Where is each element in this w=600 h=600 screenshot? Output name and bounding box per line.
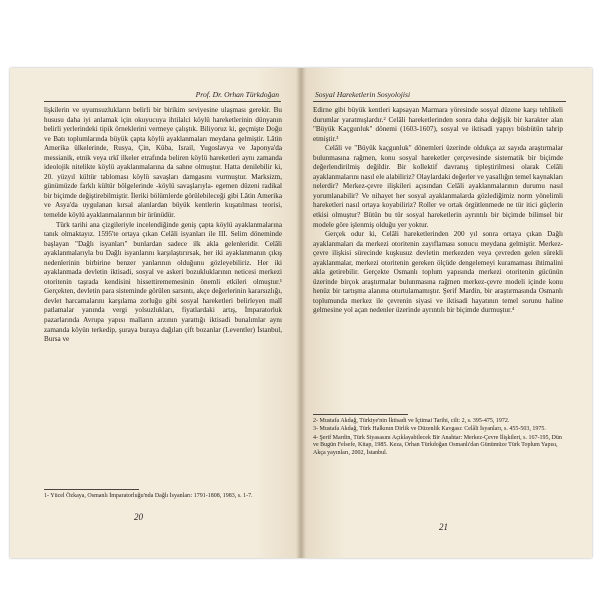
footnote-rule	[44, 489, 139, 490]
page-number-left: 20	[134, 512, 143, 522]
footnote: 2- Mustafa Akdağ, Türkiye'nin İktisadi ve İçtimai Tarihi, cilt: 2, s. 395-475, 1972.	[313, 418, 510, 424]
page-number-right: 21	[439, 522, 448, 532]
footnote: 3- Mustafa Akdağ, Türk Halkının Dirlik ve Düzenlik Kavgası: Celâli İsyanları, s. 455-503, 1975.	[313, 426, 546, 433]
footnote: 1- Yücel Özkaya, Osmanlı İmparatorluğu'nda Dağlı İsyanları: 1791-1808, 1983, s. 1-7.	[44, 493, 253, 499]
paragraph: lişkilerin ve uyumsuzlukların belirli bir birikim seviyesine ulaşması gerekir. Bu hususu daha iyi anlamak için okuyucuya ihtilalci köylü hareketlerinin dünyanın belirli yerlerindeki tipik örneklerini vermeye çalıştık. Biliyoruz ki, geçmişte Doğu ve Batı toplumlarında büyük çapta köylü ayaklanmaları meydana gelmiştir. Lâtin Amerika ülkelerinde, Rusya, Çin, Küba, Israil, Yugoslavya ve Japonya'da messianik, etnik veya ırkî ilkeler etrafında beliren köylü hareketleri aynı zamanda ideolojik nitelikte köylü ayaklanmalarına da sahne olmuştur. Hatta denilebilir ki, 20. yüzyıl kültür tabloması köylü savaşları damgasını vurmuştur. Marksizm, günümüzde farklı kültür bölgelerinde -köylü savaşlarıyla- egemen düzeni radikal bir biçimde değiştirebilmiştir. İleriki bölümlerde görülebileceği gibi Lâtin Amerika ve Asya'da uygulanan kırsal alanlardan büyük kentlerin kuşatılması teorisi, temelde köylü ayaklanmalarının bir ürünüdür.	[44, 106, 282, 220]
paragraph: Celâli ve "Büyük kaçgunluk" dönemleri üzerinde oldukça az sayıda araştırmalar bulunmasına rağmen, konu sosyal hareketler çerçevesinde sistematik bir biçimde değerlendirilmiş değildir. Bir kollektif davranış tipleştirilmesi olarak Celâli ayaklanmalarını nasıl ele alabiliriz? Olaylardaki değerler ve yasallığın temel kaynakları nelerdir? Merkez-çevre ilişkileri açısından Celâli ayaklanmalarının durumu nasıl yorumlanabilir? Ve nihayet her sosyal ayaklanmalarda gözlediğimiz norm yönelimli hareketleri nasıl ortaya koyabiliriz? Roller ve ortak örgütlenmede ne tür itici güçlerin etkisi olmuştur? Bütün bu tür sosyal hareketlerin ayrıntılı bir biçimde bilimsel bir modele göre işlenmiş olduğu yer yoktur.	[313, 144, 564, 229]
left-page	[10, 68, 301, 558]
running-head-author: Prof. Dr. Orhan Türkdoğan	[195, 90, 279, 99]
paragraph: Gerçek odur ki, Celâli hareketlerinden 200 yıl sonra ortaya çıkan Dağlı ayaklanmaları da merkezi otoritenin zayıflaması sonucu meydana gelmiştir. Merkez-çevre ilişkisi sürecinde kuşkusuz devletin merkezden veya çevreden gelen sürekli ayaklanmalar, merkezi otoritenin gereken ölçüde dengelemeyi kuramaması ihtimalini akla getirebilir. Gerçekte Osmanlı toplum yapısında merkezi otoritenin gücünün üzerinde birçok araştırmalar bulunmasına rağmen merkez-çevre modeli içinde konu henüz bir tartışma alanına oturtulamamıştır. Şerif Mardin, bir araştırmasında Osmanlı toplumunda merkez ile çevrenin siyasi ve iktisadi hayatının temel sorunu haline gelmesine yol açan nedenler üzerinde ayrıntılı bir biçimde durmuştur.⁴	[313, 230, 563, 315]
right-footnotes	[313, 418, 563, 458]
footnote: 4- Şerif Mardin, Türk Siyasasını Açıklayabilecek Bir Anahtar: Merkez-Çevre İlişkileri, s. 167-195, Dün ve Bugün Felsefe, Kitap, 1985. Keza, Orhan Türkdoğan Osmanlı'dan Günümüze Türk Toplum Yapısı, Akça yayınları, 2002, İstanbul.	[313, 434, 562, 456]
running-head-title: Sosyal Hareketlerin Sosyolojisi	[315, 90, 411, 99]
book-gutter	[296, 68, 306, 558]
right-page	[301, 68, 592, 558]
header-rule	[313, 101, 566, 102]
open-book	[10, 68, 592, 558]
right-body-text	[313, 106, 563, 316]
header-rule	[44, 101, 281, 102]
paragraph: Türk tarihi ana çizgileriyle incelendiğinde geniş çapta köylü ayaklanmalarına tanık olmaktayız. 1595'te ortaya çıkan Celâli isyanları ile III. Selim döneminde başlayan "Dağlı isyanları" bunlardan sadece ilk akla gelenleridir. Celâli ayaklanmalarıyla bu Dağlı isyanlarını karşılaştırırsak, her iki ayaklanmanın çıkış nedenlerinin birbirine benzer yanlarının olduğunu gözleyebiliriz. Her iki ayaklanmada devletin iktisadi, sosyal ve askeri bozukluklarının neticesi merkezi otoritenin taşrada kendisini hissettirememesinin önemli etkileri olmuştur.¹ Gerçekten, devletin para sisteminde görülen sarsıntı, akçe değerlerinin kararsızlığı, devlet harcamalarını karşılama zorluğu gibi sosyal hareketleri belirleyen malî patlamalar yanında vergi yolsuzlukları, fiyatlardaki artış, İmparatorluk pazarlarında Avrupa yapısı malların arzının yarattığı iktisadi bunalımlar aynı zamanda köyün terkedip, şuraya buraya dağılan çift bozanlar (Leventler) İstanbul, Bursa ve	[44, 220, 282, 344]
footnote-rule	[313, 414, 408, 415]
left-footnotes	[44, 493, 282, 501]
paragraph: Edirne gibi büyük kentleri kapsayan Marmara yöresinde sosyal düzene karşı tehlikeli durumlar yaratmışlardır.² Celâli hareketlerinden sonra daha değişik bir karakter alan "Büyük Kaçgunluk" dönemi (1603-1607), sosyal ve iktisadi yapıyı büsbütün tahrip etmiştir.³	[313, 106, 563, 143]
left-body-text	[44, 106, 282, 345]
